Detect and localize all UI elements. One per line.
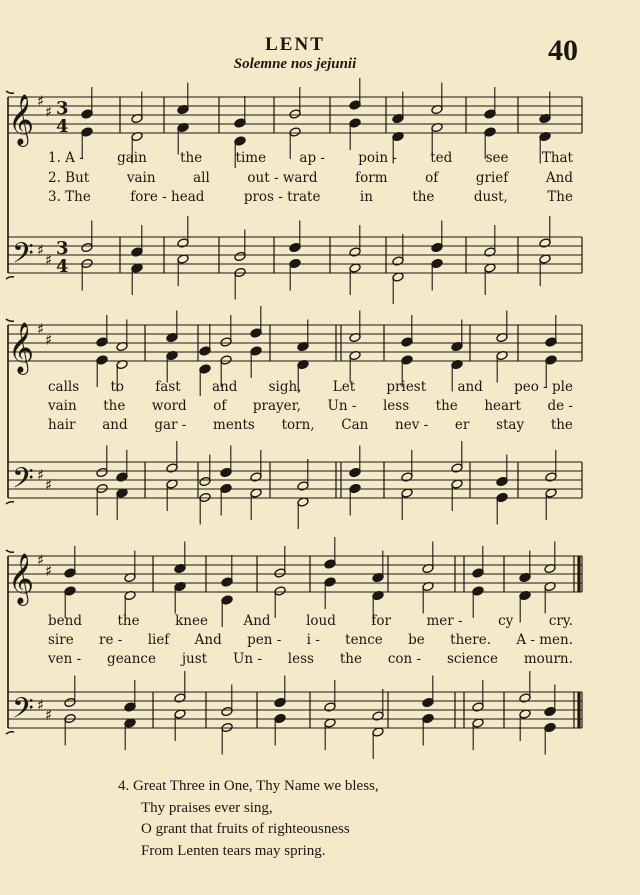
lyric-line	[48, 417, 573, 433]
lyric-syllable: geance	[107, 651, 156, 667]
treble-clef-icon: 𝄞	[8, 322, 35, 373]
lyric-syllable: vain	[126, 170, 156, 186]
lyric-syllable: form	[355, 170, 388, 186]
treble-clef-icon: 𝄞	[8, 553, 35, 604]
time-signature-top: 3	[56, 98, 69, 119]
lyric-syllable: less	[382, 398, 410, 414]
lyric-syllable: calls	[48, 379, 80, 395]
lyric-syllable: of	[213, 398, 227, 414]
lyric-syllable: the	[117, 613, 140, 629]
lyric-syllable: pen -	[247, 632, 282, 648]
bass-clef-icon: 𝄢	[12, 462, 34, 502]
lyric-syllable: tence	[345, 632, 383, 648]
sharp-icon: ♯	[45, 251, 53, 269]
lyric-syllable: less	[287, 651, 314, 667]
lyric-syllable: ments	[213, 417, 255, 433]
lyric-syllable: cry.	[548, 613, 573, 629]
lyric-syllable: gar -	[154, 417, 187, 433]
lyric-line	[48, 651, 573, 667]
lyric-syllable: loud	[306, 613, 336, 629]
bass-clef-icon: 𝄢	[12, 692, 34, 732]
lyric-syllable: out - ward	[247, 170, 318, 186]
lyric-syllable: and	[102, 417, 128, 433]
lyric-syllable: And	[545, 170, 573, 186]
lyric-syllable: i -	[306, 632, 320, 648]
lyric-syllable: knee	[175, 613, 208, 629]
lyric-line	[48, 613, 573, 629]
lyric-syllable: torn,	[281, 417, 315, 433]
lyric-line	[48, 150, 573, 166]
lyric-syllable: and	[211, 379, 238, 395]
lyric-syllable: 3. The	[48, 189, 91, 205]
lyric-syllable: see	[485, 150, 509, 166]
lyric-syllable: to	[110, 379, 125, 395]
bass-clef-icon: 𝄢	[12, 237, 34, 277]
lyric-syllable: all	[193, 170, 210, 186]
lyric-syllable: nev -	[395, 417, 429, 433]
sharp-icon: ♯	[45, 331, 53, 349]
hymn-number: 40	[548, 34, 578, 67]
lyric-syllable: ven -	[48, 651, 82, 667]
lyric-syllable: heart	[484, 398, 521, 414]
lyric-syllable: for	[371, 613, 391, 629]
lyric-syllable: of	[425, 170, 439, 186]
lyric-syllable: peo - ple	[514, 379, 573, 395]
sharp-icon: ♯	[37, 241, 45, 259]
lyric-syllable: and	[457, 379, 483, 395]
lyric-line	[48, 379, 573, 395]
lyric-syllable: the	[435, 398, 458, 414]
lyric-syllable: er	[454, 417, 470, 433]
lyric-syllable: fast	[155, 379, 181, 395]
lyric-syllable: priest	[386, 379, 427, 395]
lyric-syllable: Can	[341, 417, 369, 433]
sharp-icon: ♯	[45, 476, 53, 494]
lyric-syllable: dust,	[473, 189, 508, 205]
lyric-syllable: just	[181, 651, 208, 667]
sharp-icon: ♯	[45, 103, 53, 121]
lyric-line	[48, 398, 573, 414]
lyric-syllable: A - men.	[516, 632, 573, 648]
lyric-syllable: sire	[48, 632, 74, 648]
lyric-syllable: re -	[99, 632, 123, 648]
lyric-syllable: the	[339, 651, 362, 667]
treble-clef-icon: 𝄞	[8, 94, 35, 145]
lyric-line	[48, 632, 573, 648]
lyric-syllable: ted	[430, 150, 453, 166]
stanza-4	[118, 776, 379, 862]
lyric-syllable: pros - trate	[243, 189, 321, 205]
lyric-syllable: fore - head	[130, 189, 205, 205]
lyric-syllable: mer -	[426, 613, 463, 629]
time-signature-top: 3	[56, 238, 69, 259]
time-signature-bottom: 4	[56, 116, 69, 137]
sharp-icon: ♯	[37, 320, 45, 338]
lyric-line	[48, 189, 573, 205]
lyric-syllable: Un -	[232, 651, 262, 667]
stanza-line: Thy praises ever sing,	[141, 799, 273, 816]
lyric-syllable: the	[103, 398, 126, 414]
lyric-syllable: That	[541, 150, 573, 166]
lyric-syllable: the	[180, 150, 203, 166]
lyric-syllable: bend	[48, 613, 82, 629]
lyric-syllable: be	[408, 632, 425, 648]
lyric-syllable: con -	[387, 651, 422, 667]
lyric-line	[48, 170, 573, 186]
lyric-syllable: vain	[48, 398, 77, 414]
lyric-syllable: science	[446, 651, 498, 667]
sharp-icon: ♯	[45, 706, 53, 724]
lyric-syllable: grief	[475, 170, 509, 186]
lyric-syllable: sigh,	[268, 379, 302, 395]
stanza-line: O grant that fruits of righteousness	[141, 821, 350, 837]
lyric-syllable: word	[151, 398, 187, 414]
sharp-icon: ♯	[37, 92, 45, 110]
lyric-syllable: cy	[498, 613, 514, 629]
lyric-syllable: the	[412, 189, 435, 205]
lyric-syllable: 1. A -	[48, 150, 84, 166]
lyric-syllable: lief	[147, 632, 170, 648]
lyric-syllable: 2. But	[48, 170, 90, 186]
stanza-line: 4. Great Three in One, Thy Name we bless,	[118, 778, 379, 794]
lyric-syllable: And	[243, 613, 271, 629]
lyric-syllable: prayer,	[252, 398, 301, 414]
lyric-syllable: Un -	[327, 398, 357, 414]
lyric-syllable: de -	[547, 398, 573, 414]
lyric-syllable: in	[359, 189, 373, 205]
stanza-line: From Lenten tears may spring.	[141, 842, 326, 859]
sharp-icon: ♯	[37, 551, 45, 569]
lyric-syllable: the	[550, 417, 573, 433]
lyric-syllable: ap -	[299, 150, 325, 166]
lyric-syllable: The	[547, 189, 573, 205]
sharp-icon: ♯	[45, 562, 53, 580]
lyric-syllable: there.	[450, 632, 491, 648]
lyric-syllable: mourn.	[523, 651, 573, 667]
hymn-subtitle: Solemne nos jejunii	[233, 56, 357, 72]
sharp-icon: ♯	[37, 696, 45, 714]
sharp-icon: ♯	[37, 466, 45, 484]
lyric-syllable: stay	[496, 417, 525, 433]
hymn-title: LENT	[265, 34, 325, 55]
lyric-syllable: gain	[117, 150, 147, 166]
lyric-syllable: Let	[332, 379, 356, 395]
lyric-syllable: poin -	[358, 150, 397, 166]
lyric-syllable: time	[235, 150, 267, 166]
time-signature-bottom: 4	[56, 256, 69, 277]
lyric-syllable: And	[194, 632, 222, 648]
lyric-syllable: hair	[48, 417, 76, 433]
